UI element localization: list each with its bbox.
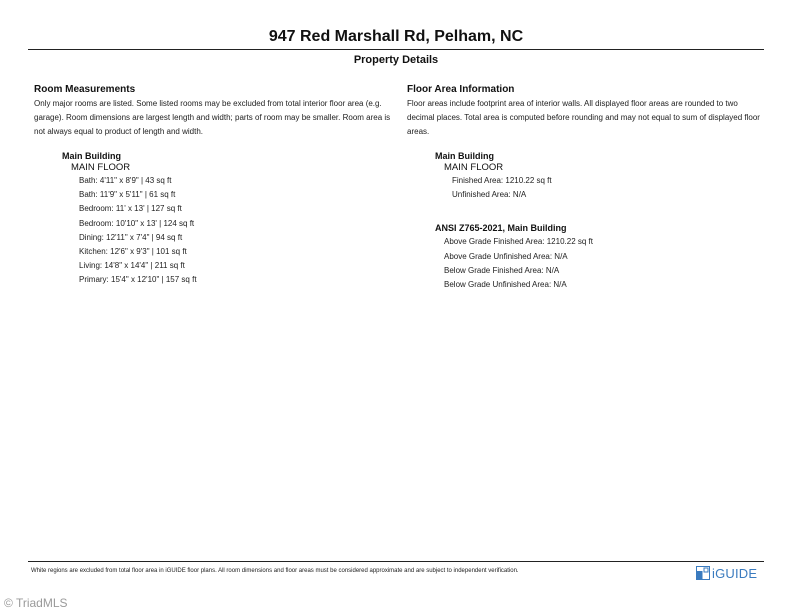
room-item: Bath: 11'9" x 5'11" | 61 sq ft: [79, 190, 176, 200]
iguide-logo: [696, 565, 757, 581]
building-label: Main Building: [62, 151, 121, 161]
mls-watermark: © TriadMLS: [4, 596, 68, 610]
room-list: [34, 174, 392, 288]
floor-area-section: [407, 84, 765, 292]
floor-label: MAIN FLOOR: [444, 162, 504, 173]
room-item: Bedroom: 11' x 13' | 127 sq ft: [79, 204, 182, 214]
iguide-logo-icon: [696, 566, 710, 580]
room-measurements-section: [34, 84, 392, 288]
ansi-item: Below Grade Unfinished Area: N/A: [444, 280, 567, 290]
floor-area-list: [407, 174, 765, 202]
floor-area-description: Floor areas include footprint area of interior walls. All displayed floor areas are rounded to two decimal places. Total area is computed before rounding and may not equal to sum of displayed floor areas.: [407, 99, 760, 136]
page-title: 947 Red Marshall Rd, Pelham, NC: [268, 28, 524, 45]
floor-area-heading: Floor Area Information: [407, 84, 515, 95]
room-measurements-description: Only major rooms are listed. Some listed rooms may be excluded from total interior floor area (e.g. garage). Room dimensions are largest length and width; parts of room may be smaller. Room area is not always equal to product of length and width.: [34, 99, 391, 136]
building-label: Main Building: [435, 151, 494, 161]
iguide-logo-text: iGUIDE: [712, 565, 758, 581]
room-item: Dining: 12'11" x 7'4" | 94 sq ft: [79, 232, 183, 242]
ansi-item: Above Grade Finished Area: 1210.22 sq ft: [444, 237, 593, 247]
room-item: Living: 14'8" x 14'4" | 211 sq ft: [79, 261, 185, 271]
room-item: Bath: 4'11" x 8'9" | 43 sq ft: [79, 176, 172, 185]
ansi-item: Above Grade Unfinished Area: N/A: [444, 251, 568, 261]
ansi-item: Below Grade Finished Area: N/A: [444, 265, 560, 275]
room-measurements-heading: Room Measurements: [34, 84, 136, 95]
ansi-list: [407, 235, 765, 292]
floor-area-item: Unfinished Area: N/A: [452, 190, 527, 200]
floor-area-item: Finished Area: 1210.22 sq ft: [452, 176, 552, 185]
page-subtitle: Property Details: [353, 54, 439, 66]
footer-divider: [28, 561, 764, 562]
room-item: Kitchen: 12'6" x 9'3" | 101 sq ft: [79, 247, 187, 257]
header-divider: [28, 49, 764, 50]
room-item: Bedroom: 10'10" x 13' | 124 sq ft: [79, 218, 195, 228]
floor-label: MAIN FLOOR: [71, 162, 131, 173]
ansi-heading: ANSI Z765-2021, Main Building: [435, 223, 567, 234]
footer-note: White regions are excluded from total floor area in iGUIDE floor plans. All room dimensions and floor areas must be considered approximate and are subject to independent verification.: [31, 568, 519, 574]
room-item: Primary: 15'4" x 12'10" | 157 sq ft: [79, 275, 197, 285]
